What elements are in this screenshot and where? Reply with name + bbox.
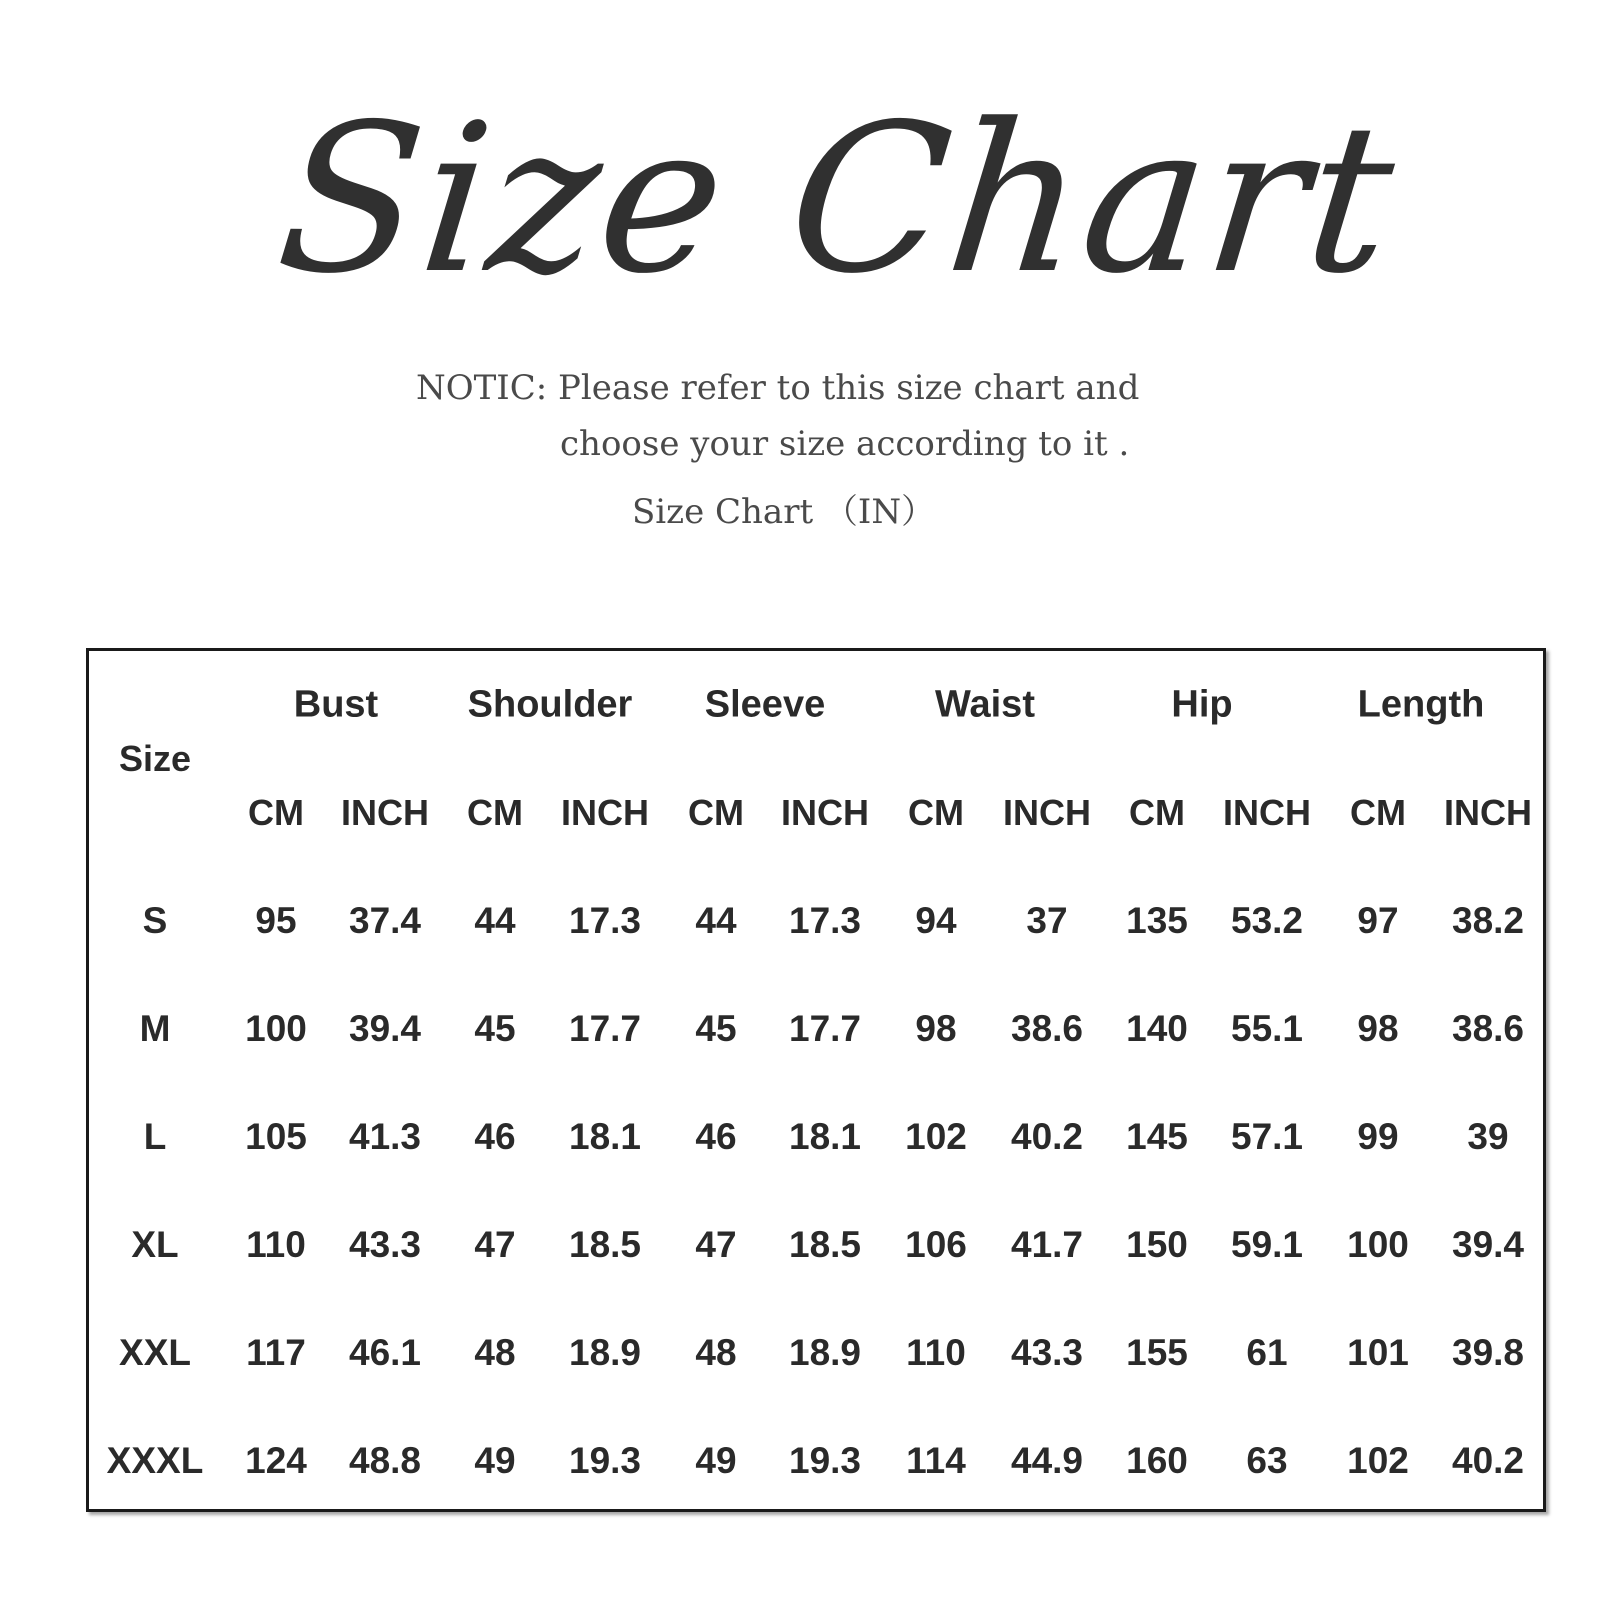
table-cell: 114 (906, 1440, 966, 1481)
table-cell: 17.3 (568, 900, 642, 941)
table-cell: 102 (905, 1116, 967, 1157)
table-cell: 95 (255, 900, 297, 941)
table-cell: 110 (246, 1224, 306, 1265)
table-cell: 97 (1357, 900, 1399, 941)
table-cell: 18.9 (788, 1332, 862, 1373)
measure-header-shoulder: Shoulder (467, 683, 633, 726)
table-cell: 94 (915, 900, 957, 941)
table-cell: 145 (1126, 1116, 1188, 1157)
table-cell: 44 (695, 900, 737, 941)
size-table (86, 648, 1546, 1512)
table-cell: 59.1 (1230, 1224, 1304, 1265)
table-cell: 102 (1347, 1440, 1409, 1481)
table-cell: 41.7 (1010, 1224, 1084, 1265)
table-cell: 49 (474, 1440, 516, 1481)
table-cell: 19.3 (788, 1440, 862, 1481)
unit-header: INCH (1223, 792, 1311, 833)
table-cell: 53.2 (1230, 900, 1304, 941)
table-cell: 57.1 (1230, 1116, 1304, 1157)
unit-header: CM (1350, 792, 1406, 833)
page-title-text: Size Chart (268, 81, 1406, 319)
unit-header: CM (467, 792, 523, 833)
table-cell: 40.2 (1451, 1440, 1525, 1481)
size-label: L (143, 1116, 167, 1157)
table-cell: 38.2 (1451, 900, 1525, 941)
table-cell: 61 (1246, 1332, 1288, 1373)
table-cell: 106 (905, 1224, 967, 1265)
table-cell: 38.6 (1451, 1008, 1525, 1049)
unit-header: INCH (1003, 792, 1091, 833)
table-cell: 48 (474, 1332, 516, 1373)
table-cell: 18.5 (788, 1224, 862, 1265)
table-cell: 46 (474, 1116, 516, 1157)
table-cell: 63 (1246, 1440, 1288, 1481)
table-cell: 38.6 (1010, 1008, 1084, 1049)
table-cell: 41.3 (348, 1116, 422, 1157)
table-cell: 39.4 (348, 1008, 422, 1049)
table-cell: 99 (1357, 1116, 1399, 1157)
table-cell: 48.8 (348, 1440, 422, 1481)
table-cell: 150 (1126, 1224, 1188, 1265)
table-cell: 43.3 (348, 1224, 422, 1265)
table-cell: 17.3 (788, 900, 862, 941)
table-cell: 46.1 (348, 1332, 422, 1373)
table-cell: 18.1 (788, 1116, 862, 1157)
table-cell: 44.9 (1010, 1440, 1084, 1481)
size-label: M (139, 1008, 171, 1049)
chart-subtitle: Size Chart （IN） (632, 492, 936, 532)
table-cell: 40.2 (1010, 1116, 1084, 1157)
measure-header-hip: Hip (1171, 683, 1233, 726)
table-cell: 43.3 (1010, 1332, 1084, 1373)
table-cell: 155 (1126, 1332, 1188, 1373)
unit-header: CM (908, 792, 964, 833)
unit-header: INCH (561, 792, 649, 833)
size-label: XXL (119, 1332, 191, 1373)
table-cell: 101 (1347, 1332, 1409, 1373)
table-cell: 135 (1126, 900, 1188, 941)
table-cell: 100 (1347, 1224, 1409, 1265)
size-label: XXXL (106, 1440, 204, 1481)
table-cell: 124 (245, 1440, 307, 1481)
table-cell: 18.5 (568, 1224, 642, 1265)
table-cell: 47 (474, 1224, 516, 1265)
measure-header-bust: Bust (293, 683, 379, 726)
table-cell: 44 (474, 900, 516, 941)
table-cell: 39 (1467, 1116, 1509, 1157)
table-cell: 100 (245, 1008, 307, 1049)
table-cell: 55.1 (1230, 1008, 1304, 1049)
size-column-header: Size (118, 738, 192, 779)
table-cell: 48 (695, 1332, 737, 1373)
table-cell: 46 (695, 1116, 737, 1157)
unit-header: CM (248, 792, 304, 833)
table-cell: 37 (1026, 900, 1068, 941)
table-cell: 140 (1126, 1008, 1188, 1049)
table-cell: 45 (474, 1008, 516, 1049)
notice-line-1: NOTIC: Please refer to this size chart and (416, 368, 1140, 408)
table-cell: 110 (906, 1332, 966, 1373)
table-cell: 105 (245, 1116, 307, 1157)
table-cell: 49 (695, 1440, 737, 1481)
table-cell: 47 (695, 1224, 737, 1265)
unit-header: CM (1129, 792, 1185, 833)
notice-line-2: choose your size according to it . (560, 424, 1130, 464)
measure-header-waist: Waist (935, 683, 1035, 726)
unit-header: INCH (781, 792, 869, 833)
table-cell: 160 (1126, 1440, 1188, 1481)
table-cell: 18.1 (568, 1116, 642, 1157)
unit-header: CM (688, 792, 744, 833)
table-cell: 18.9 (568, 1332, 642, 1373)
unit-header: INCH (1444, 792, 1532, 833)
table-cell: 98 (915, 1008, 957, 1049)
size-label: XL (131, 1224, 179, 1265)
table-cell: 45 (695, 1008, 737, 1049)
table-cell: 37.4 (348, 900, 422, 941)
table-cell: 117 (246, 1332, 306, 1373)
unit-header: INCH (341, 792, 429, 833)
measure-header-sleeve: Sleeve (704, 683, 826, 726)
table-cell: 17.7 (788, 1008, 862, 1049)
table-cell: 19.3 (568, 1440, 642, 1481)
page-title (263, 50, 1406, 370)
table-cell: 98 (1357, 1008, 1399, 1049)
table-cell: 17.7 (568, 1008, 642, 1049)
size-label: S (142, 900, 168, 941)
table-cell: 39.4 (1451, 1224, 1525, 1265)
measure-header-length: Length (1357, 683, 1485, 726)
table-cell: 39.8 (1451, 1332, 1525, 1373)
